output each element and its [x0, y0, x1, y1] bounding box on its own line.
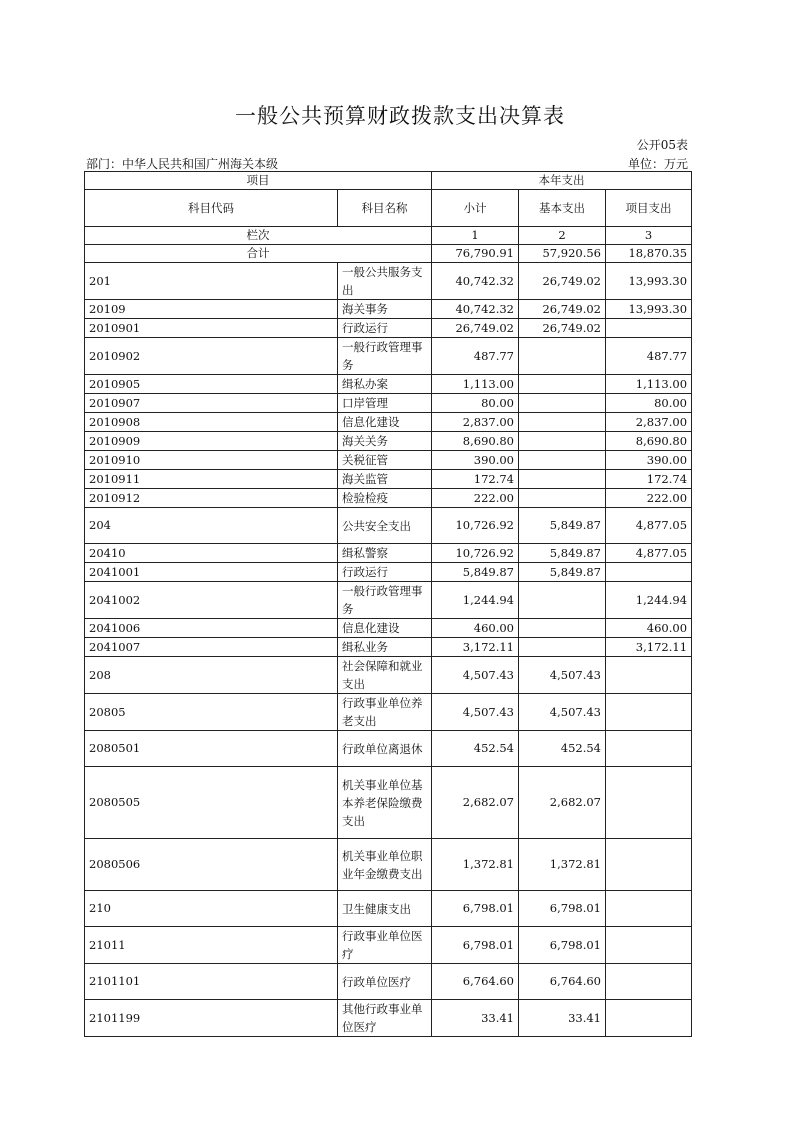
row-code: 2041007: [85, 638, 338, 657]
row-basic: [519, 338, 606, 375]
row-name: 行政事业单位养老支出: [338, 694, 432, 731]
row-subtotal: 80.00: [432, 394, 519, 413]
row-project: 487.77: [606, 338, 692, 375]
row-basic: [519, 394, 606, 413]
row-name: 关税征管: [338, 451, 432, 470]
row-project: [606, 319, 692, 338]
page-title: 一般公共预算财政拨款支出决算表: [235, 104, 565, 128]
table-row: [85, 413, 692, 432]
row-name: 机关事业单位职业年金缴费支出: [338, 839, 432, 891]
header-index-3: 3: [606, 227, 692, 245]
row-code: 2010902: [85, 338, 338, 375]
row-code: 2101101: [85, 964, 338, 1000]
row-project: 80.00: [606, 394, 692, 413]
row-code: 2010908: [85, 413, 338, 432]
row-subtotal: 6,798.01: [432, 891, 519, 927]
row-code: 2080501: [85, 731, 338, 767]
row-name: 缉私警察: [338, 544, 432, 563]
row-name: 信息化建设: [338, 413, 432, 432]
row-basic: 4,507.43: [519, 657, 606, 694]
header-index-1: 1: [432, 227, 519, 245]
row-project: [606, 927, 692, 964]
row-project: 460.00: [606, 619, 692, 638]
row-subtotal: 40,742.32: [432, 300, 519, 319]
row-basic: 26,749.02: [519, 300, 606, 319]
row-project: 390.00: [606, 451, 692, 470]
table-row: [85, 638, 692, 657]
table-row: [85, 489, 692, 508]
row-subtotal: 172.74: [432, 470, 519, 489]
row-name: 信息化建设: [338, 619, 432, 638]
row-subtotal: 10,726.92: [432, 544, 519, 563]
table-row: [85, 694, 692, 731]
header-index-2: 2: [519, 227, 606, 245]
table-row: [85, 891, 692, 927]
row-subtotal: 33.41: [432, 1000, 519, 1037]
row-name: 口岸管理: [338, 394, 432, 413]
row-basic: 5,849.87: [519, 508, 606, 544]
row-basic: [519, 619, 606, 638]
header-col-index: 栏次: [85, 227, 432, 245]
department-label: 部门：中华人民共和国广州海关本级: [86, 157, 279, 171]
total-basic: 57,920.56: [519, 245, 606, 263]
row-project: [606, 563, 692, 582]
row-subtotal: 1,113.00: [432, 375, 519, 394]
row-subtotal: 222.00: [432, 489, 519, 508]
header-code: 科目代码: [85, 190, 338, 227]
row-code: 2010901: [85, 319, 338, 338]
row-subtotal: 460.00: [432, 619, 519, 638]
row-subtotal: 3,172.11: [432, 638, 519, 657]
row-code: 2041002: [85, 582, 338, 619]
row-subtotal: 4,507.43: [432, 694, 519, 731]
row-name: 缉私办案: [338, 375, 432, 394]
row-project: 4,877.05: [606, 508, 692, 544]
row-subtotal: 4,507.43: [432, 657, 519, 694]
row-basic: 2,682.07: [519, 767, 606, 839]
table-row: [85, 927, 692, 964]
table-row: [85, 767, 692, 839]
row-subtotal: 8,690.80: [432, 432, 519, 451]
row-code: 210: [85, 891, 338, 927]
row-subtotal: 26,749.02: [432, 319, 519, 338]
row-subtotal: 2,837.00: [432, 413, 519, 432]
row-code: 2080506: [85, 839, 338, 891]
row-project: [606, 1000, 692, 1037]
total-label: 合计: [85, 245, 432, 263]
table-row: [85, 451, 692, 470]
row-name: 行政事业单位医疗: [338, 927, 432, 964]
table-row: [85, 319, 692, 338]
row-project: [606, 767, 692, 839]
row-code: 2041001: [85, 563, 338, 582]
row-project: 172.74: [606, 470, 692, 489]
table-row: [85, 300, 692, 319]
header-name: 科目名称: [338, 190, 432, 227]
row-basic: [519, 470, 606, 489]
row-project: 3,172.11: [606, 638, 692, 657]
row-subtotal: 1,372.81: [432, 839, 519, 891]
row-name: 卫生健康支出: [338, 891, 432, 927]
row-project: 2,837.00: [606, 413, 692, 432]
row-project: 4,877.05: [606, 544, 692, 563]
row-code: 2101199: [85, 1000, 338, 1037]
row-code: 20410: [85, 544, 338, 563]
row-name: 行政运行: [338, 319, 432, 338]
row-project: [606, 694, 692, 731]
table-row: [85, 263, 692, 300]
row-basic: 26,749.02: [519, 319, 606, 338]
row-code: 20109: [85, 300, 338, 319]
row-project: 13,993.30: [606, 300, 692, 319]
row-project: [606, 839, 692, 891]
row-name: 海关关务: [338, 432, 432, 451]
row-code: 208: [85, 657, 338, 694]
row-code: 2010911: [85, 470, 338, 489]
row-name: 行政单位离退休: [338, 731, 432, 767]
table-row: [85, 619, 692, 638]
row-project: 13,993.30: [606, 263, 692, 300]
row-basic: 6,764.60: [519, 964, 606, 1000]
row-basic: [519, 413, 606, 432]
row-subtotal: 6,798.01: [432, 927, 519, 964]
row-basic: [519, 432, 606, 451]
header-item: 项目: [85, 172, 432, 190]
row-basic: [519, 489, 606, 508]
row-basic: [519, 582, 606, 619]
row-basic: [519, 451, 606, 470]
table-row: [85, 394, 692, 413]
table-row: [85, 563, 692, 582]
table-row: [85, 657, 692, 694]
row-subtotal: 6,764.60: [432, 964, 519, 1000]
row-code: 20805: [85, 694, 338, 731]
row-code: 2010910: [85, 451, 338, 470]
row-subtotal: 5,849.87: [432, 563, 519, 582]
row-project: [606, 964, 692, 1000]
header-current-year: 本年支出: [432, 172, 692, 190]
row-basic: 26,749.02: [519, 263, 606, 300]
row-name: 海关监管: [338, 470, 432, 489]
row-project: 8,690.80: [606, 432, 692, 451]
row-project: [606, 657, 692, 694]
row-basic: 4,507.43: [519, 694, 606, 731]
row-subtotal: 487.77: [432, 338, 519, 375]
expenditure-table: [84, 171, 692, 1037]
row-name: 机关事业单位基本养老保险缴费支出: [338, 767, 432, 839]
table-row: [85, 338, 692, 375]
row-name: 一般行政管理事务: [338, 338, 432, 375]
table-row: [85, 470, 692, 489]
unit-label: 单位：万元: [627, 157, 688, 171]
table-row: [85, 839, 692, 891]
row-subtotal: 2,682.07: [432, 767, 519, 839]
row-code: 2010905: [85, 375, 338, 394]
table-row: [85, 544, 692, 563]
row-code: 2041006: [85, 619, 338, 638]
table-row: [85, 582, 692, 619]
header-project: 项目支出: [606, 190, 692, 227]
row-basic: 5,849.87: [519, 563, 606, 582]
row-code: 2080505: [85, 767, 338, 839]
row-code: 204: [85, 508, 338, 544]
table-body: [85, 263, 692, 1037]
row-basic: 6,798.01: [519, 891, 606, 927]
row-name: 公共安全支出: [338, 508, 432, 544]
row-name: 行政单位医疗: [338, 964, 432, 1000]
row-name: 行政运行: [338, 563, 432, 582]
row-subtotal: 40,742.32: [432, 263, 519, 300]
row-name: 社会保障和就业支出: [338, 657, 432, 694]
row-subtotal: 452.54: [432, 731, 519, 767]
row-code: 2010912: [85, 489, 338, 508]
row-name: 海关事务: [338, 300, 432, 319]
row-subtotal: 390.00: [432, 451, 519, 470]
row-subtotal: 10,726.92: [432, 508, 519, 544]
row-code: 2010907: [85, 394, 338, 413]
row-subtotal: 1,244.94: [432, 582, 519, 619]
table-row: [85, 375, 692, 394]
row-basic: 1,372.81: [519, 839, 606, 891]
table-row: [85, 731, 692, 767]
row-basic: [519, 375, 606, 394]
row-basic: 6,798.01: [519, 927, 606, 964]
table-row: [85, 964, 692, 1000]
form-number: 公开05表: [636, 138, 688, 152]
row-name: 检验检疫: [338, 489, 432, 508]
row-basic: 33.41: [519, 1000, 606, 1037]
row-code: 201: [85, 263, 338, 300]
row-project: 1,113.00: [606, 375, 692, 394]
row-project: [606, 891, 692, 927]
row-name: 其他行政事业单位医疗: [338, 1000, 432, 1037]
row-project: [606, 731, 692, 767]
row-code: 21011: [85, 927, 338, 964]
table-row: [85, 432, 692, 451]
total-project: 18,870.35: [606, 245, 692, 263]
row-name: 一般公共服务支出: [338, 263, 432, 300]
row-name: 缉私业务: [338, 638, 432, 657]
total-subtotal: 76,790.91: [432, 245, 519, 263]
header-basic: 基本支出: [519, 190, 606, 227]
row-basic: 5,849.87: [519, 544, 606, 563]
row-basic: 452.54: [519, 731, 606, 767]
table-row: [85, 508, 692, 544]
row-name: 一般行政管理事务: [338, 582, 432, 619]
table-row: [85, 1000, 692, 1037]
header-subtotal: 小计: [432, 190, 519, 227]
row-project: 1,244.94: [606, 582, 692, 619]
row-project: 222.00: [606, 489, 692, 508]
row-basic: [519, 638, 606, 657]
row-code: 2010909: [85, 432, 338, 451]
